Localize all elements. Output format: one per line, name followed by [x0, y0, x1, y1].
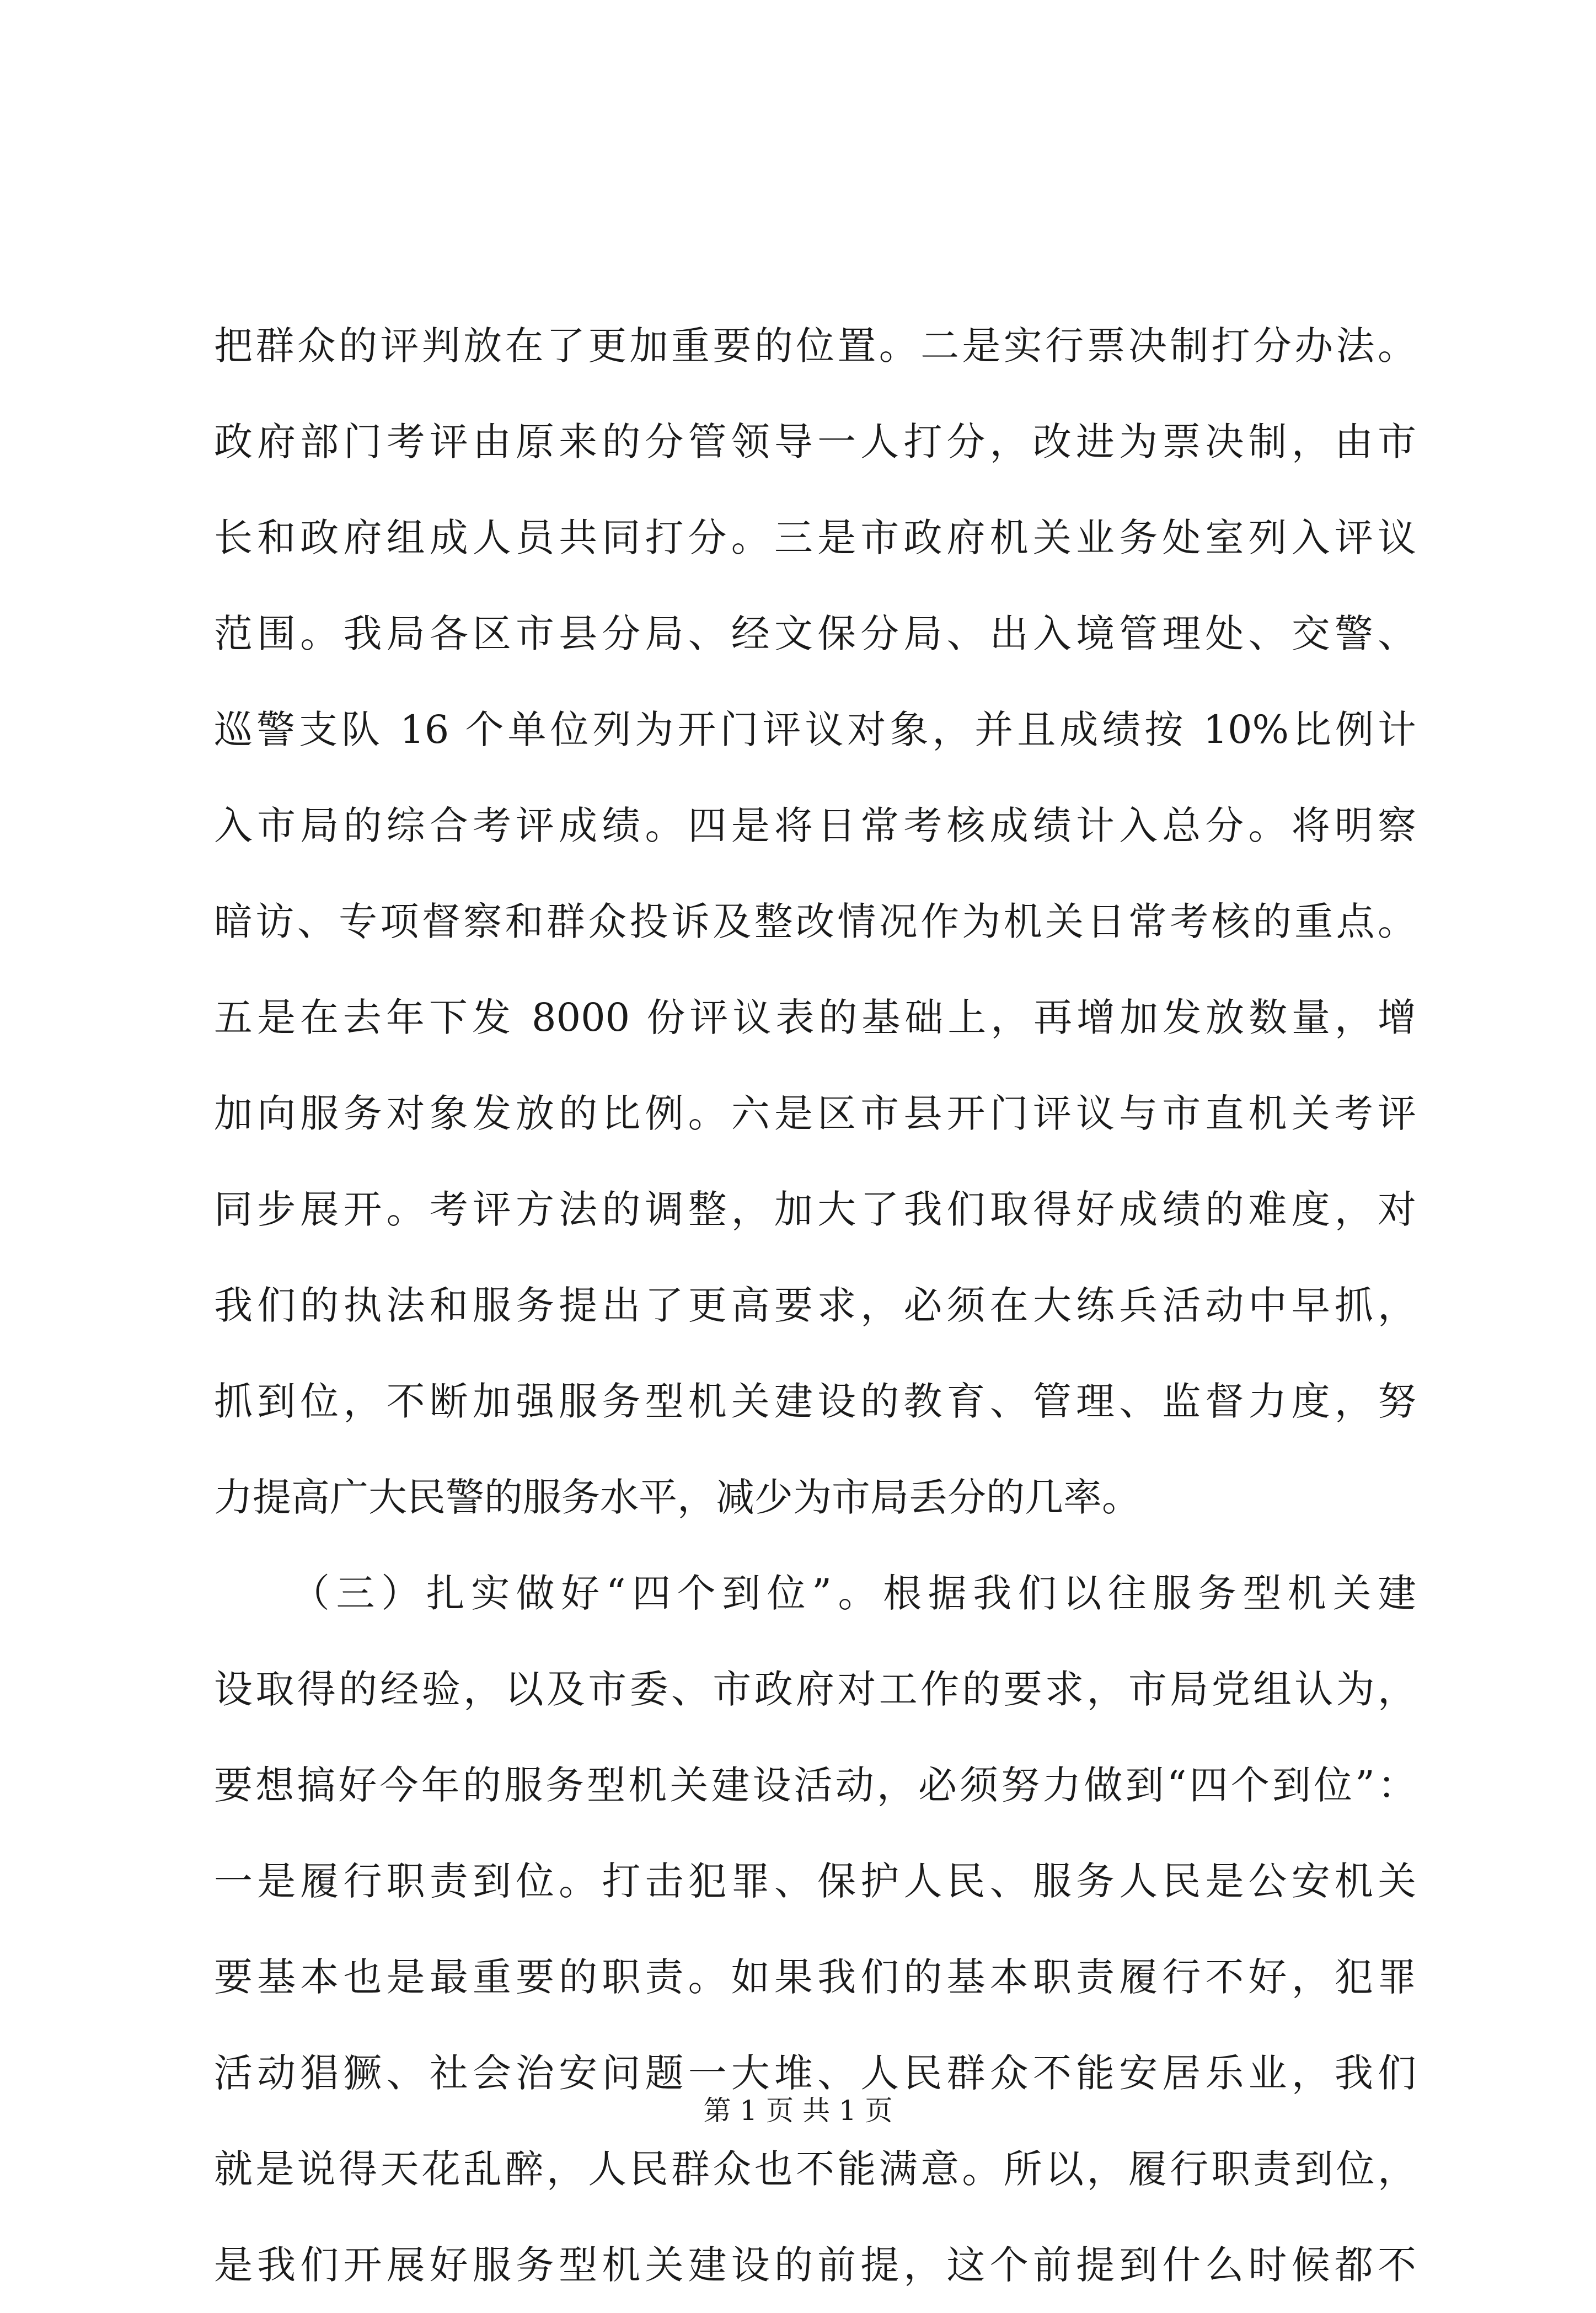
text-line: 是我们开展好服务型机关建设的前提，这个前提到什么时候都不: [214, 2242, 1416, 2288]
text-line: 暗访、专项督察和群众投诉及整改情况作为机关日常考核的重点。: [214, 899, 1416, 944]
text-line: 范围。我局各区市县分局、经文保分局、出入境管理处、交警、: [214, 611, 1416, 656]
text-line: 力提高广大民警的服务水平，减少为市局丢分的几率。: [214, 1475, 1140, 1520]
text-line: 一是履行职责到位。打击犯罪、保护人民、服务人民是公安机关: [214, 1859, 1416, 1904]
text-line: 就是说得天花乱醉，人民群众也不能满意。所以，履行职责到位，: [214, 2146, 1416, 2192]
text-line: 巡警支队 16 个单位列为开门评议对象，并且成绩按 10%比例计: [214, 707, 1416, 752]
section-heading-line: （三）扎实做好“四个到位”。根据我们以往服务型机关建: [291, 1571, 1416, 1616]
text-line: 抓到位，不断加强服务型机关建设的教育、管理、监督力度，努: [214, 1379, 1416, 1424]
text-line: 五是在去年下发 8000 份评议表的基础上，再增加发放数量，增: [214, 995, 1416, 1040]
text-line: 设取得的经验，以及市委、市政府对工作的要求，市局党组认为，: [214, 1667, 1416, 1712]
text-line: 同步展开。考评方法的调整，加大了我们取得好成绩的难度，对: [214, 1187, 1416, 1232]
text-line: 把群众的评判放在了更加重要的位置。二是实行票决制打分办法。: [214, 323, 1416, 368]
text-line: 入市局的综合考评成绩。四是将日常考核成绩计入总分。将明察: [214, 803, 1416, 848]
page-footer: 第 1 页 共 1 页: [703, 2095, 893, 2127]
text-line: 长和政府组成人员共同打分。三是市政府机关业务处室列入评议: [214, 515, 1416, 560]
text-line: 加向服务对象发放的比例。六是区市县开门评议与市直机关考评: [214, 1091, 1416, 1136]
body-text: [214, 298, 1416, 2313]
text-line: 要想搞好今年的服务型机关建设活动，必须努力做到“四个到位”：: [214, 1763, 1416, 1808]
text-line: 要基本也是最重要的职责。如果我们的基本职责履行不好，犯罪: [214, 1955, 1416, 2000]
text-line: 我们的执法和服务提出了更高要求，必须在大练兵活动中早抓，: [214, 1283, 1416, 1328]
text-line: 政府部门考评由原来的分管领导一人打分，改进为票决制，由市: [214, 419, 1416, 464]
text-line: 活动猖獗、社会治安问题一大堆、人民群众不能安居乐业，我们: [214, 2050, 1416, 2096]
